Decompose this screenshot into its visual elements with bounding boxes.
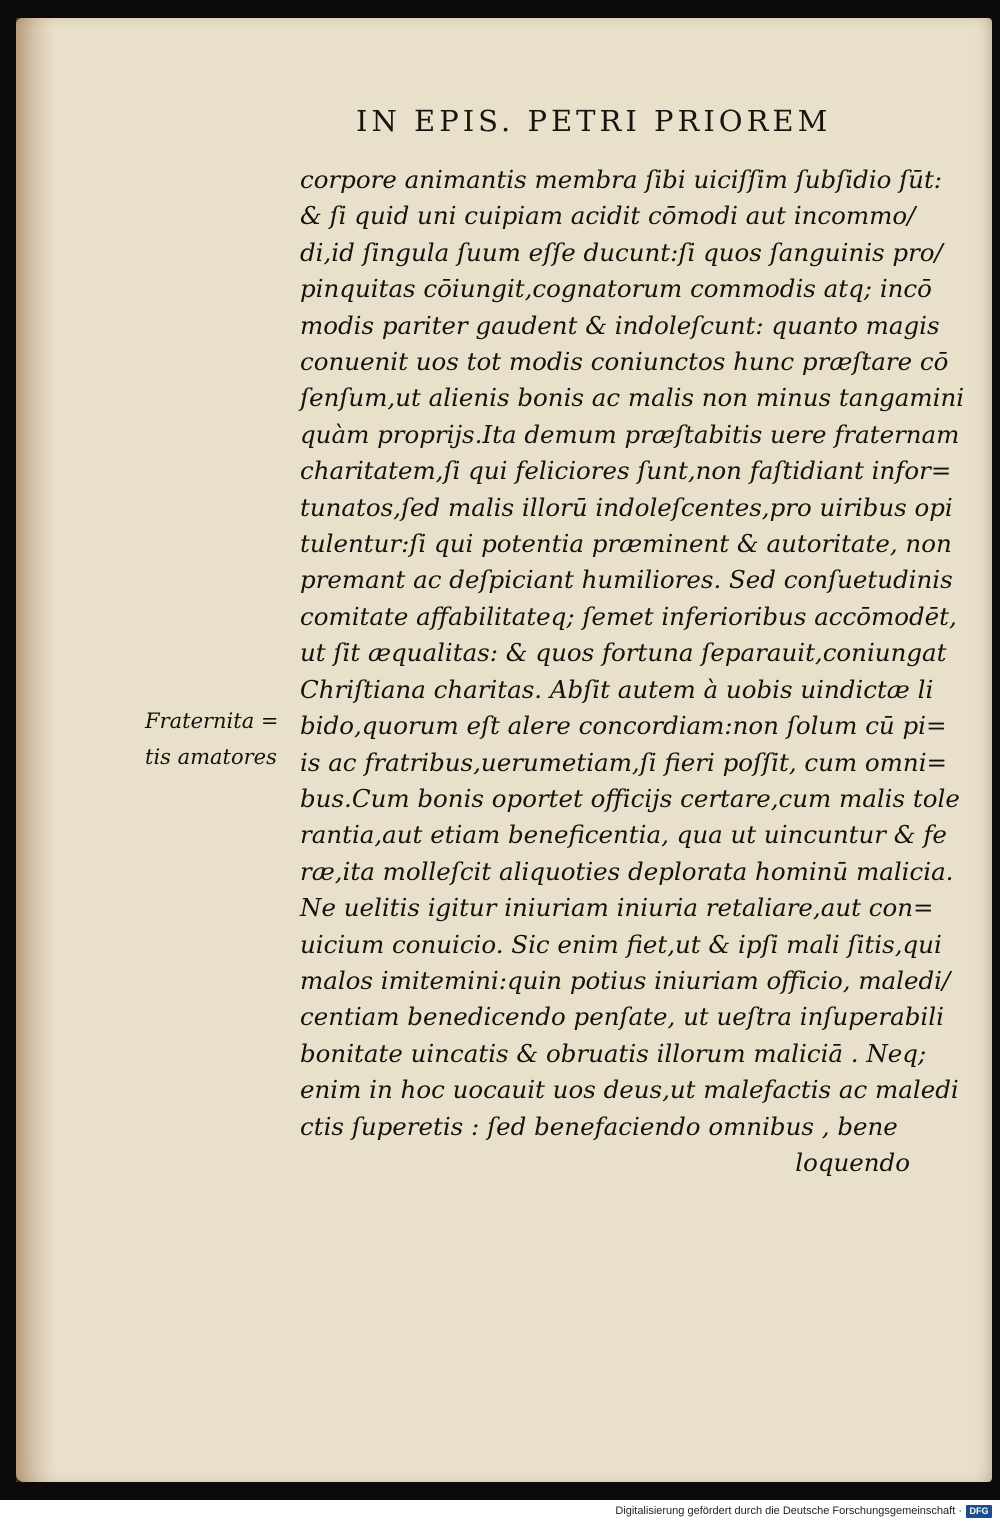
marginal-note	[145, 703, 295, 775]
text-line: pinquitas cōiungit,cognatorum commodis atq; incō	[300, 274, 932, 304]
text-line: ctis ſuperetis : ſed benefaciendo omnibus , bene	[300, 1111, 898, 1141]
text-line: tunatos,ſed malis illorū indoleſcentes,pro uiribus opi	[300, 492, 953, 522]
text-line: centiam benedicendo penſate, ut ueſtra inſuperabili	[300, 1002, 944, 1032]
text-line: malos imitemini:quin potius iniuriam officio, maledi/	[300, 965, 951, 995]
text-line: ræ,ita molleſcit aliquoties deplorata hominū malicia.	[300, 856, 954, 886]
text-line: enim in hoc uocauit uos deus,ut malefactis ac maledi	[300, 1075, 959, 1105]
text-line: bus.Cum bonis oportet officijs certare,cum malis tole	[300, 783, 960, 813]
marginal-note-line: Fraternita =	[145, 709, 279, 733]
text-line: & ſi quid uni cuipiam acidit cōmodi aut incommo/	[300, 201, 916, 231]
text-line: tulentur:ſi qui potentia præminent & autoritate, non	[300, 529, 952, 559]
text-line: modis pariter gaudent & indoleſcunt: quanto magis	[300, 310, 940, 340]
marginal-note-line: tis amatores	[145, 745, 277, 769]
text-line: bonitate uincatis & obruatis illorum maliciā . Neq;	[300, 1038, 927, 1068]
text-line: conuenit uos tot modis coniunctos hunc præſtare cō	[300, 347, 949, 377]
body-text	[300, 162, 965, 1181]
dfg-logo: DFG	[966, 1505, 992, 1518]
footer-bar	[0, 1500, 1000, 1524]
text-line: corpore animantis membra ſibi uiciſſim ſubſidio ſūt:	[300, 165, 943, 194]
text-line: charitatem,ſi qui feliciores ſunt,non faſtidiant infor=	[300, 456, 952, 486]
text-line: bido,quorum eſt alere concordiam:non ſolum cū pi=	[300, 711, 947, 741]
text-line: rantia,aut etiam beneficentia, qua ut uincuntur & fe	[300, 820, 947, 850]
text-line: ſenſum,ut alienis bonis ac malis non minus tangamini	[300, 383, 965, 413]
text-line: Chriſtiana charitas. Abſit autem à uobis uindictæ li	[300, 674, 934, 704]
text-line: premant ac deſpiciant humiliores. Sed conſuetudinis	[300, 565, 953, 595]
text-line: is ac fratribus,uerumetiam,ſi fieri poſſit, cum omni=	[300, 747, 948, 777]
text-line: di,id ſingula ſuum eſſe ducunt:ſi quos ſanguinis pro/	[300, 237, 943, 267]
gutter-shadow	[16, 18, 56, 1482]
text-line: Ne uelitis igitur iniuriam iniuria retaliare,aut con=	[300, 893, 934, 923]
text-line: comitate affabilitateq; ſemet inferioribus accōmodēt,	[300, 601, 957, 631]
catchword: loquendo	[795, 1147, 910, 1177]
text-line: ut ſit æqualitas: & quos fortuna ſeparauit,coniungat	[300, 638, 947, 668]
text-line: uicium conuicio. Sic enim fiet,ut & ipſi mali ſitis,qui	[300, 929, 942, 959]
funding-credit: Digitalisierung gefördert durch die Deutsche Forschungsgemeinschaft ·	[615, 1505, 962, 1517]
running-head: IN EPIS. PETRI PRIOREM	[356, 104, 832, 138]
text-line: quàm proprijs.Ita demum præſtabitis uere fraternam	[300, 419, 960, 449]
